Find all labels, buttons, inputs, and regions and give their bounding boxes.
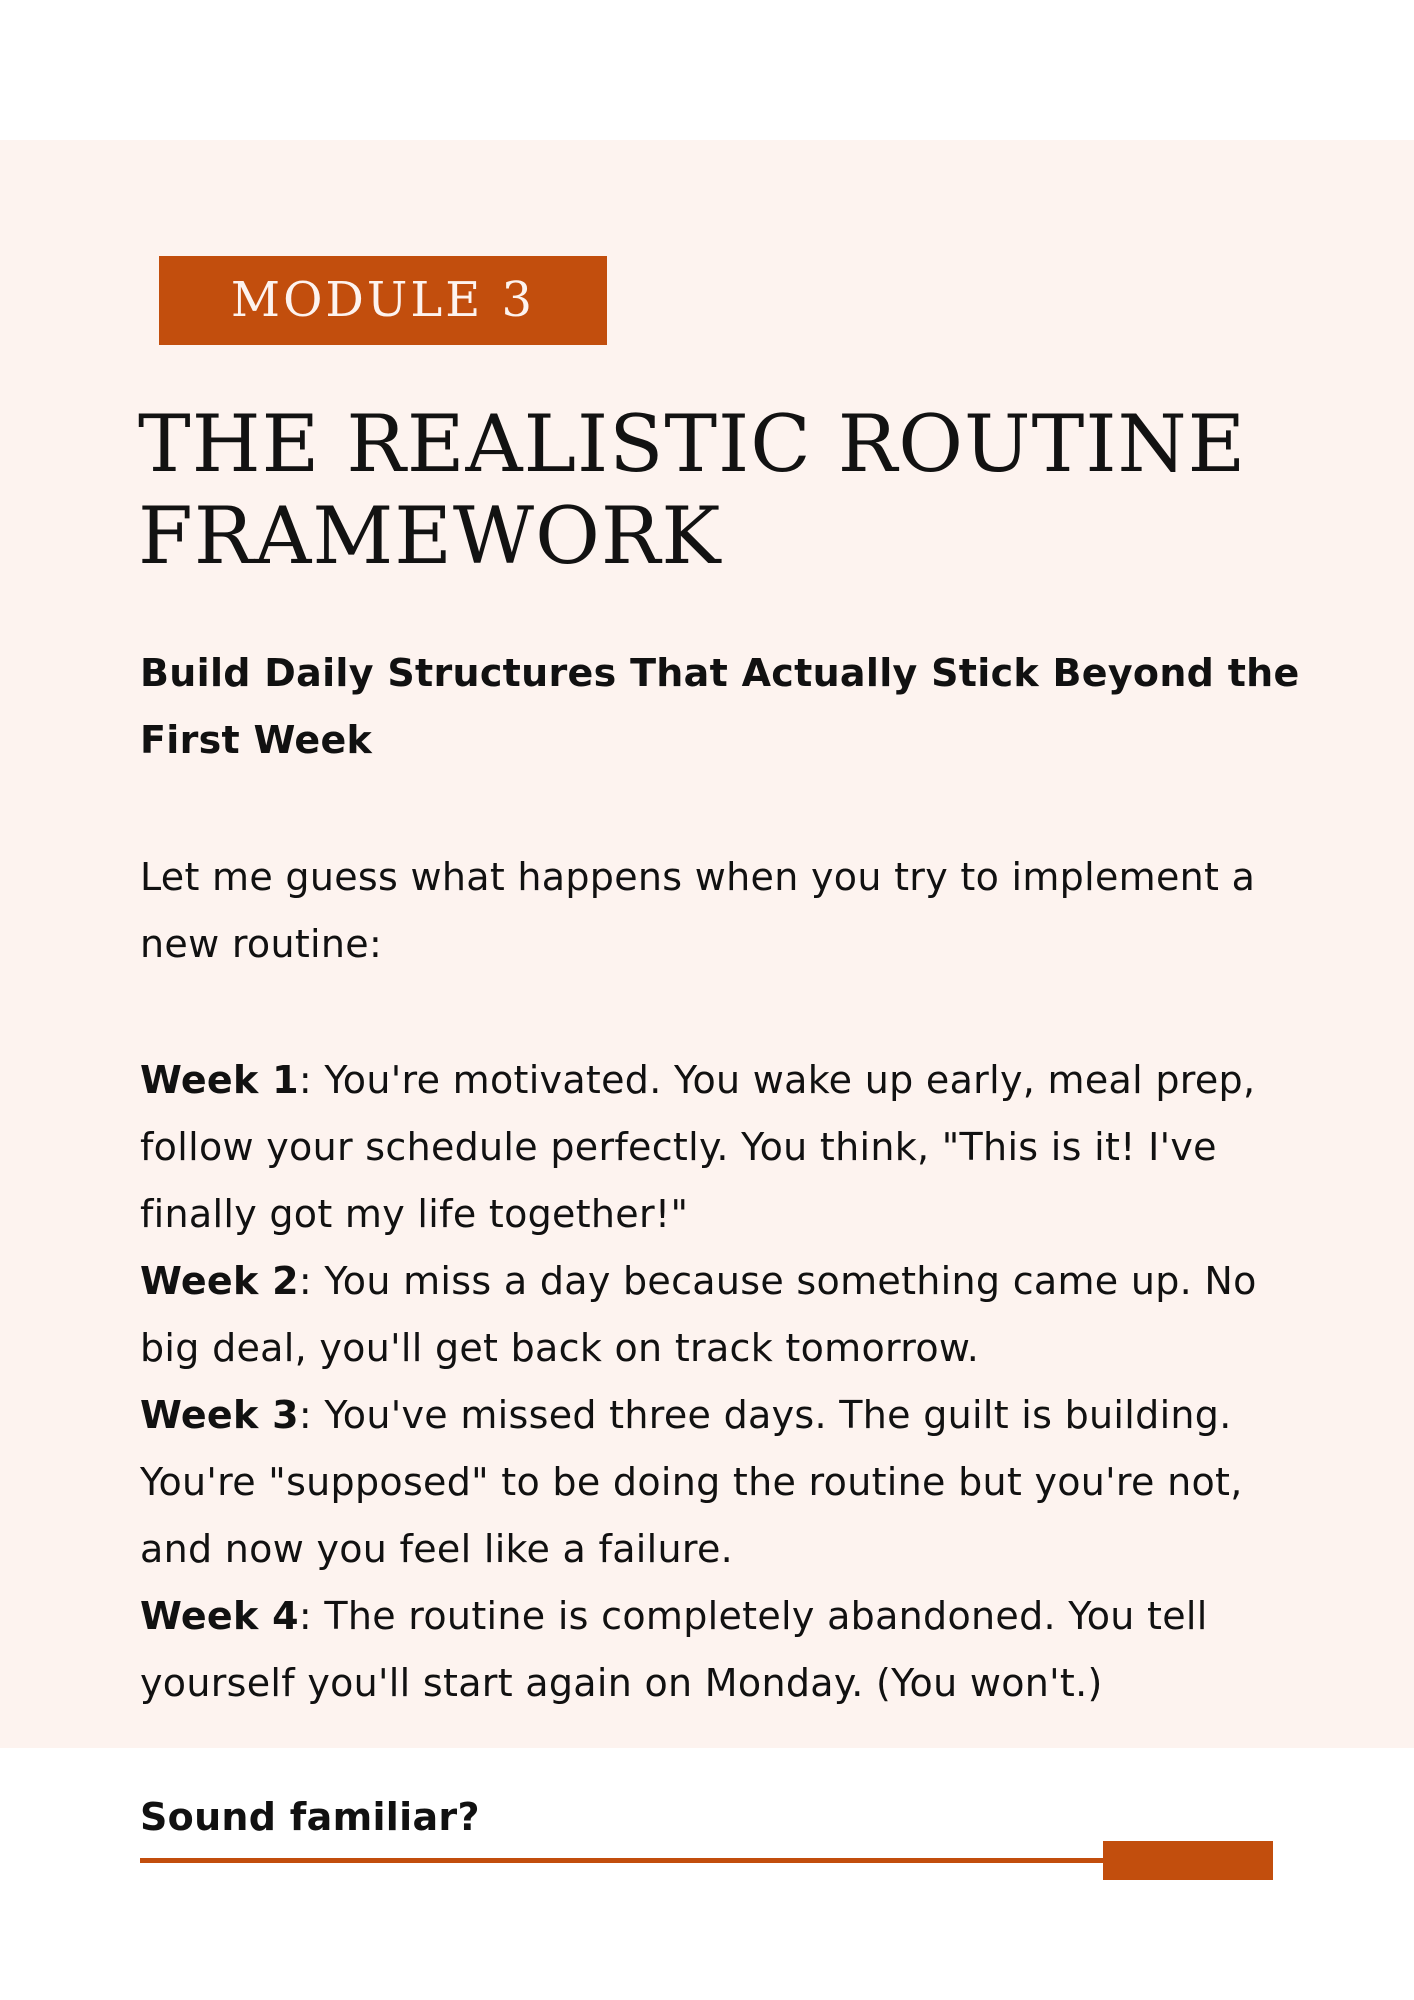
page-title-line-1: THE REALISTIC ROUTINE (138, 398, 1247, 490)
week-item (140, 1047, 1310, 1248)
week-text: : You're motivated. You wake up early, meal prep, follow your schedule perfectly. You think, "This is it! I've finally got my life together!" (140, 1058, 1256, 1236)
week-label: Week 1 (140, 1058, 299, 1102)
accent-divider (140, 1858, 1105, 1863)
page-title (138, 398, 1318, 582)
week-label: Week 4 (140, 1594, 299, 1638)
accent-block (1103, 1841, 1273, 1880)
weeks-list (140, 1047, 1310, 1717)
module-badge: MODULE 3 (159, 256, 607, 345)
week-item (140, 1583, 1310, 1717)
week-item (140, 1248, 1310, 1382)
week-label: Week 3 (140, 1393, 299, 1437)
closing-question: Sound familiar? (140, 1795, 480, 1839)
intro-paragraph: Let me guess what happens when you try to implement a new routine: (140, 855, 1256, 966)
week-text: : The routine is completely abandoned. You tell yourself you'll start again on Monday. (You won't.) (140, 1594, 1208, 1705)
page-title-line-2: FRAMEWORK (138, 490, 722, 582)
week-text: : You've missed three days. The guilt is building. You're "supposed" to be doing the routine but you're not, and now you feel like a failure. (140, 1393, 1243, 1571)
week-item (140, 1382, 1310, 1583)
week-text: : You miss a day because something came up. No big deal, you'll get back on track tomorrow. (140, 1259, 1257, 1370)
week-label: Week 2 (140, 1259, 299, 1303)
subtitle: Build Daily Structures That Actually Stick Beyond the First Week (140, 651, 1300, 762)
